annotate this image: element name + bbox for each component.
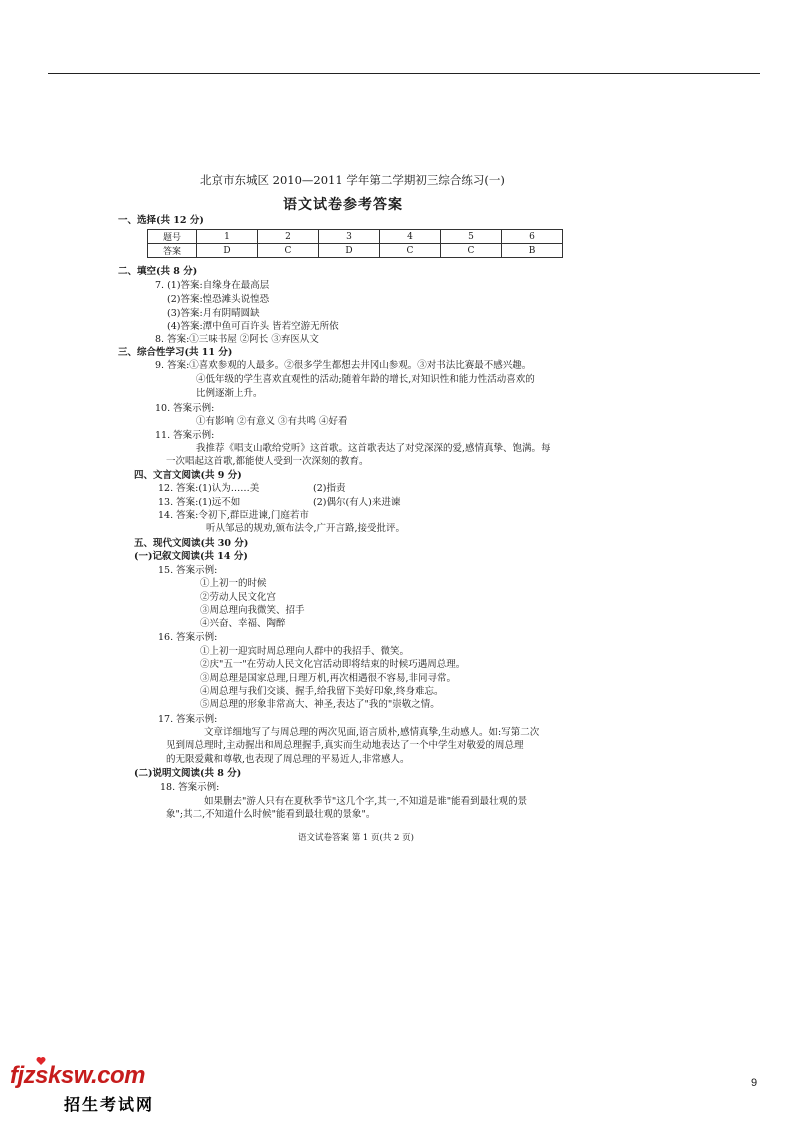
table-cell: 2 [258, 230, 319, 244]
answer-line: ①有影响 ②有意义 ③有共鸣 ④好看 [196, 416, 348, 427]
table-header-cell: 答案 [148, 244, 197, 258]
table-row [148, 230, 563, 244]
answer-line: 一次唱起这首歌,都能使人受到一次深刻的教育。 [166, 456, 369, 467]
answer-line: 比例逐渐上升。 [196, 388, 263, 399]
answer-line: ④周总理与我们交谈、握手,给我留下美好印象,终身难忘。 [200, 686, 444, 697]
answer-line: ③周总理向我微笑、招手 [200, 605, 305, 616]
answer-line: 象";其二,不知道什么时候"能看到最壮观的景象"。 [166, 809, 376, 820]
document-subtitle: 语文试卷参考答案 [283, 197, 403, 213]
section-5-sub-2: (二)说明文阅读(共 8 分) [134, 768, 242, 779]
answer-line: ②劳动人民文化宫 [200, 592, 277, 603]
answer-line: ④低年级的学生喜欢直观性的活动;随着年龄的增长,对知识性和能力性活动喜欢的 [196, 374, 535, 385]
answer-line: (2)答案:惶恐滩头说惶恐 [167, 294, 270, 305]
answer-line: ③周总理是国家总理,日理万机,再次相遇很不容易,非同寻常。 [200, 673, 457, 684]
answer-line: 17. 答案示例: [158, 714, 218, 725]
document-title: 北京市东城区 2010—2011 学年第二学期初三综合练习(一) [200, 173, 505, 187]
table-header-cell: 题号 [148, 230, 197, 244]
section-1-heading: 一、选择(共 12 分) [118, 215, 204, 226]
site-logo[interactable] [10, 1062, 180, 1112]
table-cell: D [319, 244, 380, 258]
page-footer: 语文试卷答案 第 1 页(共 2 页) [298, 833, 414, 843]
answer-line: 16. 答案示例: [158, 632, 218, 643]
table-cell: 4 [380, 230, 441, 244]
logo-subtext: 招生考试网 [64, 1095, 155, 1114]
answer-line: (3)答案:月有阴晴圆缺 [167, 308, 260, 319]
table-cell: B [502, 244, 563, 258]
answer-line: 13. 答案:(1)远不如 [158, 497, 241, 508]
answer-line: 12. 答案:(1)认为……美 [158, 483, 260, 494]
answer-line: 7. (1)答案:自缘身在最高层 [155, 280, 270, 291]
answer-line: 听从邹忌的规劝,颁布法令,广开言路,接受批评。 [206, 523, 406, 534]
answer-line: 14. 答案:令初下,群臣进谏,门庭若市 [158, 510, 309, 521]
answer-line: 9. 答案:①喜欢参观的人最多。②很多学生都想去井冈山参观。③对书法比赛最不感兴趣。 [155, 360, 532, 371]
answer-line: ①上初一的时候 [200, 578, 267, 589]
answer-line: 文章详细地写了与周总理的两次见面,语言质朴,感情真挚,生动感人。如:写第二次 [204, 727, 540, 738]
table-cell: C [258, 244, 319, 258]
answer-line: ①上初一迎宾时周总理向人群中的我招手、微笑。 [200, 646, 410, 657]
page-number: 9 [751, 1077, 758, 1089]
table-cell: D [197, 244, 258, 258]
answer-line: 11. 答案示例: [155, 430, 215, 441]
answer-line: 如果删去"游人只有在夏秋季节"这几个字,其一,不知道是谁"能看到最壮观的景 [204, 796, 528, 807]
logo-text: fjzsksw.com [10, 1062, 145, 1089]
table-cell: 1 [197, 230, 258, 244]
answer-line: ④兴奋、幸福、陶醉 [200, 618, 286, 629]
answer-line: 的无限爱戴和尊敬,也表现了周总理的平易近人,非常感人。 [166, 754, 410, 765]
answer-line: (2)偶尔(有人)来进谏 [313, 497, 401, 508]
table-cell: 5 [441, 230, 502, 244]
table-cell: 6 [502, 230, 563, 244]
header-rule [48, 73, 760, 74]
section-5-sub-1: (一)记叙文阅读(共 14 分) [134, 551, 248, 562]
table-cell: C [380, 244, 441, 258]
answer-line: 15. 答案示例: [158, 565, 218, 576]
answer-line: ⑤周总理的形象非常高大、神圣,表达了"我的"崇敬之情。 [200, 699, 440, 710]
answer-table [147, 229, 563, 258]
answer-line: (4)答案:潭中鱼可百许头 皆若空游无所依 [167, 321, 339, 332]
answer-line: 我推荐《唱支山歌给党听》这首歌。这首歌表达了对党深深的爱,感情真挚、饱满。每 [196, 443, 551, 454]
answer-line: 18. 答案示例: [160, 782, 220, 793]
table-row [148, 244, 563, 258]
section-3-heading: 三、综合性学习(共 11 分) [118, 347, 233, 358]
section-5-heading: 五、现代文阅读(共 30 分) [134, 538, 249, 549]
table-cell: 3 [319, 230, 380, 244]
section-4-heading: 四、文言文阅读(共 9 分) [134, 470, 242, 481]
table-cell: C [441, 244, 502, 258]
answer-line: 10. 答案示例: [155, 403, 215, 414]
answer-line: 8. 答案:①三味书屋 ②阿长 ③弃医从文 [155, 334, 319, 345]
answer-line: 见到周总理时,主动握出和周总理握手,真实而生动地表达了一个中学生对敬爱的周总理 [166, 740, 524, 751]
section-2-heading: 二、填空(共 8 分) [118, 266, 198, 277]
answer-line: (2)指责 [313, 483, 346, 494]
answer-line: ②庆"五一"在劳动人民文化宫活动即将结束的时候巧遇周总理。 [200, 659, 466, 670]
